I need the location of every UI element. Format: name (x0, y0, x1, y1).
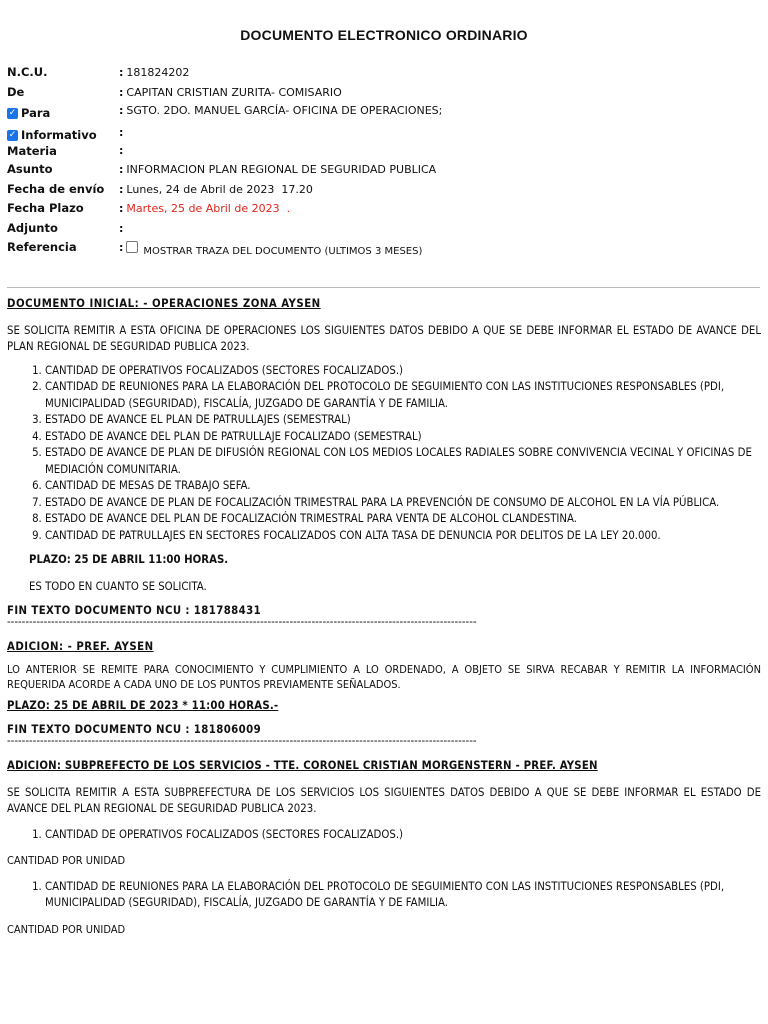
list-item: 1. CANTIDAD DE OPERATIVOS FOCALIZADOS (SECTORES FOCALIZADOS.) (45, 827, 761, 844)
de-row (7, 83, 762, 103)
ncu-label: N.C.U. (7, 65, 48, 79)
list-item: 8. ESTADO DE AVANCE DEL PLAN DE FOCALIZACIÓN TRIMESTRAL PARA VENTA DE ALCOHOL CLANDESTINA. (45, 511, 761, 528)
ncu-row (7, 63, 762, 83)
list-item: 6. CANTIDAD DE MESAS DE TRABAJO SEFA. (45, 478, 761, 495)
trace-label[interactable]: MOSTRAR TRAZA DEL DOCUMENTO (ULTIMOS 3 MESES) (143, 246, 423, 257)
section-paragraph: LO ANTERIOR SE REMITE PARA CONOCIMIENTO Y CUMPLIMIENTO A LO ORDENADO, A OBJETO SE SIRVA RECABAR Y REMITIR LA INFORMACIÓN REQUERIDA ACORDE A CADA UNO DE LOS PUNTOS PREVIAMENTE SEÑALADOS. (7, 662, 761, 691)
adjunto-row (7, 219, 762, 239)
divider (7, 287, 760, 288)
de-value: CAPITAN CRISTIAN ZURITA- COMISARIO (126, 85, 342, 99)
plazo-underlined: PLAZO: 25 DE ABRIL DE 2023 * 11:00 HORAS.- (7, 698, 279, 712)
requirements-list (7, 827, 761, 844)
cantidad-por-unidad: CANTIDAD POR UNIDAD (7, 854, 126, 867)
informativo-row (7, 124, 762, 142)
colon: : (119, 163, 124, 176)
colon: : (119, 104, 124, 117)
list-item: 1. CANTIDAD DE REUNIONES PARA LA ELABORACIÓN DEL PROTOCOLO DE SEGUIMIENTO CON LAS INSTITUCIONES RESPONSABLES (PDI, MUNICIPALIDAD (SEGURIDAD), FISCALÍA, JUZGADO DE GARANTÍA Y DE FAMILIA. (45, 879, 761, 912)
fin-texto: FIN TEXTO DOCUMENTO NCU : 181806009 (7, 723, 262, 736)
fecha-envio-label: Fecha de envío (7, 181, 105, 196)
section-title-inicial: DOCUMENTO INICIAL: - OPERACIONES ZONA AYSEN (7, 297, 321, 310)
colon: : (119, 126, 124, 139)
fecha-envio-row (7, 180, 762, 200)
list-item: 3. ESTADO DE AVANCE EL PLAN DE PATRULLAJES (SEMESTRAL) (45, 412, 761, 429)
colon: : (119, 85, 124, 99)
list-item: 5. ESTADO DE AVANCE DE PLAN DE DIFUSIÓN REGIONAL CON LOS MEDIOS LOCALES RADIALES SOBRE CONVIVENCIA VECINAL Y OFICINAS DE MEDIACIÓN COMUNITARIA. (45, 445, 761, 478)
section-title-adicion: ADICION: - PREF. AYSEN (7, 640, 154, 653)
colon: : (119, 144, 124, 157)
section-title-subprefecto: ADICION: SUBPREFECTO DE LOS SERVICIOS - TTE. CORONEL CRISTIAN MORGENSTERN - PREF. AYSEN (7, 759, 598, 772)
document-header (7, 63, 762, 258)
de-label: De (7, 84, 25, 99)
adjunto-label: Adjunto (7, 220, 58, 235)
colon: : (119, 202, 124, 215)
informativo-label: Informativo (21, 128, 97, 142)
colon: : (119, 241, 124, 254)
informativo-checkbox-checked-icon[interactable]: ✓ (8, 129, 17, 140)
section-paragraph: SE SOLICITA REMITIR A ESTA OFICINA DE OPERACIONES LOS SIGUIENTES DATOS DEBIDO A QUE SE DEBE INFORMAR EL ESTADO DE AVANCE DEL PLAN REGIONAL DE SEGURIDAD PUBLICA 2023. (7, 323, 761, 353)
fecha-plazo-label: Fecha Plazo (7, 201, 84, 215)
para-row (7, 102, 762, 124)
colon: : (119, 182, 124, 196)
fecha-plazo-row (7, 199, 762, 219)
colon: : (119, 66, 124, 79)
list-item: 7. ESTADO DE AVANCE DE PLAN DE FOCALIZACIÓN TRIMESTRAL PARA LA PREVENCIÓN DE CONSUMO DE ALCOHOL EN LA VÍA PÚBLICA. (45, 495, 761, 512)
cantidad-por-unidad: CANTIDAD POR UNIDAD (7, 922, 126, 936)
para-label: Para (21, 106, 51, 120)
dashed-separator: -------------------------------------------------------------------------------------------------------------------------------- (7, 733, 477, 747)
para-checkbox-checked-icon[interactable]: ✓ (8, 107, 17, 118)
fecha-envio-value: Lunes, 24 de Abril de 2023 17.20 (126, 182, 313, 196)
requirements-list (7, 879, 761, 912)
referencia-row (7, 238, 762, 258)
requirements-list (7, 363, 761, 545)
materia-label: Materia (7, 144, 57, 158)
fecha-plazo-value: Martes, 25 de Abril de 2023 . (126, 202, 291, 215)
colon: : (119, 221, 124, 235)
list-item: 4. ESTADO DE AVANCE DEL PLAN DE PATRULLAJE FOCALIZADO (SEMESTRAL) (45, 429, 761, 446)
trace-checkbox[interactable] (126, 241, 138, 253)
asunto-label: Asunto (7, 162, 53, 176)
plazo-text: PLAZO: 25 DE ABRIL 11:00 HORAS. (29, 553, 229, 566)
list-item: 1. CANTIDAD DE OPERATIVOS FOCALIZADOS (SECTORES FOCALIZADOS.) (45, 363, 761, 380)
materia-row (7, 142, 762, 160)
asunto-value: INFORMACION PLAN REGIONAL DE SEGURIDAD PUBLICA (126, 163, 437, 176)
asunto-row (7, 160, 762, 180)
list-item: 2. CANTIDAD DE REUNIONES PARA LA ELABORACIÓN DEL PROTOCOLO DE SEGUIMIENTO CON LAS INSTITUCIONES RESPONSABLES (PDI, MUNICIPALIDAD (SEGURIDAD), FISCALÍA, JUZGADO DE GARANTÍA Y DE FAMILIA. (45, 379, 761, 412)
page-title: DOCUMENTO ELECTRONICO ORDINARIO (240, 27, 528, 43)
section-paragraph: SE SOLICITA REMITIR A ESTA SUBPREFECTURA DE LOS SERVICIOS LOS SIGUIENTES DATOS DEBIDO A QUE SE DEBE INFORMAR EL ESTADO DE AVANCE DEL PLAN REGIONAL DE SEGURIDAD PUBLICA 2023. (7, 785, 761, 815)
referencia-label: Referencia (7, 240, 77, 254)
document-body (7, 296, 761, 938)
para-value: SGTO. 2DO. MANUEL GARCÍA- OFICINA DE OPERACIONES; (126, 104, 443, 117)
todo-text: ES TODO EN CUANTO SE SOLICITA. (29, 579, 207, 593)
list-item: 9. CANTIDAD DE PATRULLAJES EN SECTORES FOCALIZADOS CON ALTA TASA DE DENUNCIA POR DELITOS DE LA LEY 20.000. (45, 528, 761, 545)
ncu-value: 181824202 (126, 66, 190, 79)
dashed-separator: -------------------------------------------------------------------------------------------------------------------------------- (7, 614, 477, 628)
fin-texto: FIN TEXTO DOCUMENTO NCU : 181788431 (7, 604, 262, 617)
